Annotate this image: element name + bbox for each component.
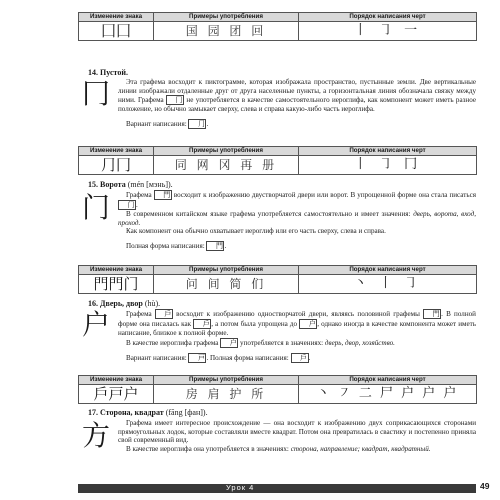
section-16-glyph: 户 [82,308,111,341]
full-form-label: Полная форма написания: [210,353,289,362]
inline-glyph: 户 [220,338,238,348]
cell-examples: 问 间 简 们 [154,275,299,294]
col-header-change: Изменение знака [79,147,154,156]
cell-strokes: 丨 ㇆ 一 [299,22,477,41]
section-15-title: 15. Ворота (mén [мэнь]). [88,180,173,189]
cell-strokes: 丶 ㇇ 二 尸 户 户 户 [299,385,477,404]
col-header-strokes: Порядок написания черт [299,147,477,156]
section-14-glyph: ⼌ [82,77,111,110]
col-header-strokes: Порядок написания черт [299,13,477,22]
col-header-examples: Примеры употребления [154,266,299,275]
cell-change: 戶戸户 [79,385,154,404]
variant-glyph: ⺆ [188,119,206,129]
section-17-glyph: 方 [82,419,111,452]
variant-label: Вариант написания: [126,119,187,128]
table-14 [78,146,477,175]
full-form-glyph: 戶 [291,353,309,363]
col-header-strokes: Порядок написания черт [299,266,477,275]
cell-change: ⼞⼞ [79,22,154,41]
inline-glyph: 戶 [193,319,211,329]
inline-glyph: ⼌ [166,95,184,105]
table-top [78,12,477,41]
footer-lesson: Урок 4 [226,483,255,492]
inline-glyph: 门 [118,200,136,210]
variant-glyph: 戸 [188,353,206,363]
col-header-change: Изменение знака [79,13,154,22]
cell-change: 門門门 [79,275,154,294]
cell-change: ⺆⼌ [79,156,154,175]
table-15 [78,265,477,294]
section-15-glyph: 门 [82,191,111,224]
col-header-change: Изменение знака [79,266,154,275]
section-15-text: Графема 門 восходит к изображению двустворчатой двери или ворот. В упрощенной форме она стала писаться 门 . В современном китайском языке графема употребляется самостоятельно и имеет значения: дверь, ворота, вход, проход. Как компонент она обычно охватывает иероглиф или его часть сверху, слева и справа. Полная форма написания: 門 . [118,191,476,250]
section-14-title: 14. Пустой. [88,68,128,77]
cell-strokes: 丶 丨 ㇆ [299,275,477,294]
inline-glyph: 户 [299,319,317,329]
section-14-text: Эта графема восходит к пиктограмме, которая изображала пространство, пустынные земли. Две вертикальные линии изображали отдаленные друг от друга населенные пункты, а горизонтальная линия обозначала связку между ними. Графема ⼌ не употребляется в качестве самостоятельного иероглифа, как компонент может иметь разное положение, но обычно замыкает сверху, слева и справа какую-либо часть иероглифа. Вариант написания: ⺆ . [118,78,477,128]
section-17-text: Графема имеет интересное происхождение — она восходит к изображению двух соприкасающихся сторонами прямоугольных лодок, которые составляли вместе квадрат. Потом она превратилась в свастику и постепенно приняла свой современный вид. В качестве иероглифа она употребляется в значениях: сторона, направление; квадрат, квадратный. [118,419,476,453]
footer-bar [78,484,476,493]
page-number: 49 [480,481,490,491]
inline-glyph: 戶 [155,309,173,319]
inline-glyph: 門 [154,190,172,200]
section-14-text-a: Эта графема восходит к пиктограмме, которая изображала пространство, пустынные земли. Две вертикальные линии изображали отдаленные друг от друга населенные пункты, а горизонтальная линия обозначала связку между ними. Графема [118,78,476,105]
full-form-glyph: 門 [206,241,224,251]
section-16-text: Графема 戶 восходит к изображению одностворчатой двери, являясь половиной графемы 門 . В полной форме она писалась как 戶 , а потом была упрощена до 户 , однако иногда в качестве компонента может иметь написание, близкое к полной форме. В качестве иероглифа графема 户 употребляется в значениях: дверь, двор, хозяйство. Вариант написания: 戸 . Полная форма написания: 戶 . [118,310,477,362]
cell-examples: 国 园 团 回 [154,22,299,41]
col-header-examples: Примеры употребления [154,147,299,156]
cell-examples: 同 网 冈 再 册 [154,156,299,175]
section-14-text-b: не употребляется в качестве самостоятельного иероглифа, как компонент может иметь разное положение, но обычно замыкает сверху, слева и справа какую-либо часть иероглифа. [118,96,477,114]
inline-glyph: 門 [423,309,441,319]
cell-strokes: 丨 ㇆ 冂 [299,156,477,175]
col-header-change: Изменение знака [79,376,154,385]
section-17-title: 17. Сторона, квадрат (fāng [фан]). [88,408,208,417]
table-16 [78,375,477,404]
full-form-label: Полная форма написания: [126,241,205,250]
col-header-strokes: Порядок написания черт [299,376,477,385]
col-header-examples: Примеры употребления [154,376,299,385]
col-header-examples: Примеры употребления [154,13,299,22]
cell-examples: 房 肩 护 所 [154,385,299,404]
section-16-title: 16. Дверь, двор (hù). [88,299,161,308]
variant-label: Вариант написания: [126,353,187,362]
